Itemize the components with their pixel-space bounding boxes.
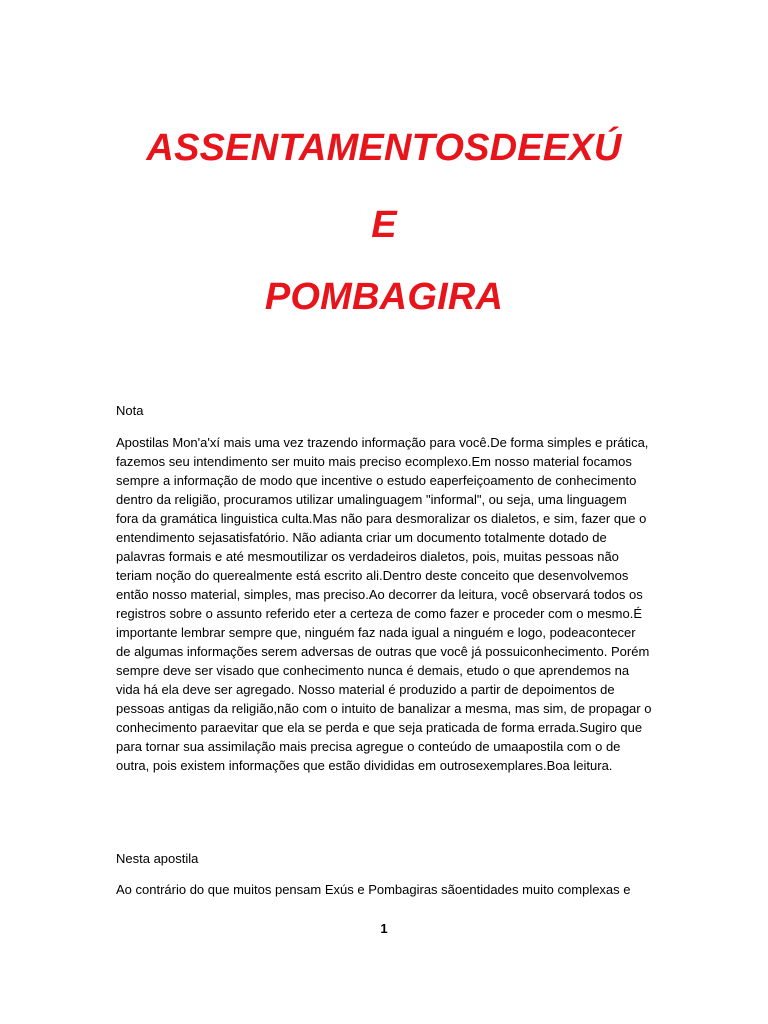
- text-line: para tornar sua assimilação mais precisa agregue o conteúdo de umaapostila com o de: [116, 739, 621, 754]
- text-line: Apostilas Mon'a'xí mais uma vez trazendo informação para você.De forma simples e prática,: [116, 435, 649, 450]
- text-line: fora da gramática linguistica culta.Mas não para desmoralizar os dialetos, e sim, fazer que o: [116, 511, 647, 526]
- text-line: pessoas antigas da religião,não com o intuito de banalizar a mesma, mas sim, de propagar o: [116, 701, 652, 716]
- text-line: sempre deve ser visado que conhecimento nunca é demais, etudo o que aprendemos na: [116, 663, 630, 678]
- title-line-3: POMBAGIRA: [264, 276, 504, 318]
- text-line: registros sobre o assunto referido eter a certeza de como fazer e proceder com o mesmo.É: [116, 606, 643, 621]
- text-line: Ao contrário do que muitos pensam Exús e Pombagiras sãoentidades muito complexas e: [116, 882, 631, 897]
- text-line: sempre a informação de modo que incentive o estudo eaperfeiçoamento de conhecimento: [116, 473, 637, 488]
- text-line: conhecimento paraevitar que ela se perda e que seja praticada de forma errada.Sugiro que: [116, 720, 643, 735]
- text-line: importante lembrar sempre que, ninguém faz nada igual a ninguém e logo, podeacontecer: [116, 625, 636, 640]
- text-line: teriam noção do querealmente está escrito ali.Dentro deste conceito que desenvolvemos: [116, 568, 629, 583]
- section-body-nota: [116, 433, 656, 775]
- text-line: fazemos seu intendimento ser muito mais preciso ecomplexo.Em nosso material focamos: [116, 454, 632, 469]
- section-body-nesta-apostila: [116, 880, 656, 899]
- text-line: então nosso material, simples, mas preciso.Ao decorrer da leitura, você observará todos os: [116, 587, 643, 602]
- title-line-2: E: [371, 204, 397, 246]
- text-line: outra, pois existem informações que estão divididas em outrosexemplares.Boa leitura.: [116, 758, 613, 773]
- section-heading-nota: Nota: [116, 403, 144, 418]
- page-number: 1: [380, 921, 388, 936]
- section-heading-nesta-apostila: Nesta apostila: [116, 851, 199, 866]
- title-line-1: ASSENTAMENTOSDEEXÚ: [146, 127, 622, 169]
- text-line: dentro da religião, procuramos utilizar umalinguagem "informal", ou seja, uma linguagem: [116, 492, 627, 507]
- text-line: de algumas informações serem adversas de outras que você já possuiconhecimento. Porém: [116, 644, 650, 659]
- text-line: vida há ela deve ser agregado. Nosso material é produzido a partir de depoimentos de: [116, 682, 615, 697]
- text-line: entendimento sejasatisfatório. Não adianta criar um documento totalmente dotado de: [116, 530, 607, 545]
- text-line: palavras formais e até mesmoutilizar os verdadeiros dialetos, pois, muitas pessoas não: [116, 549, 619, 564]
